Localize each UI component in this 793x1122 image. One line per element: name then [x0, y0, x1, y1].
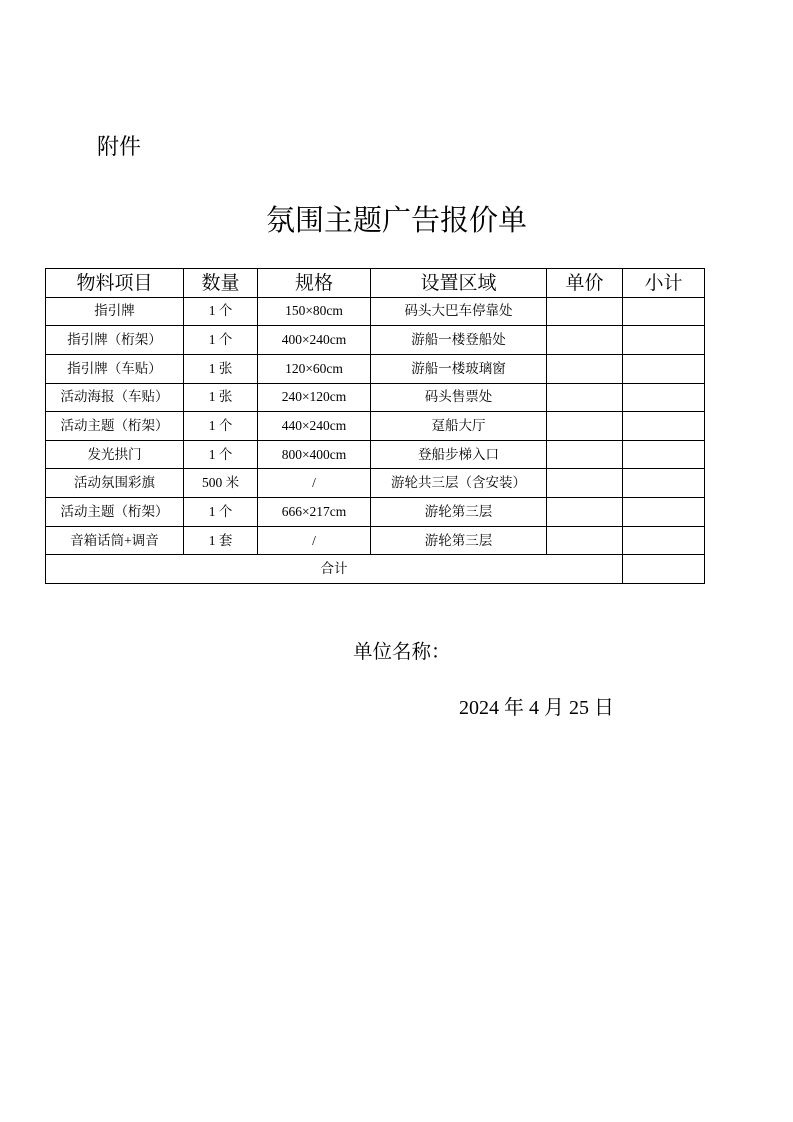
subtotal-cell: [623, 498, 705, 527]
header-spec: 规格: [258, 269, 371, 298]
item-cell: 指引牌: [46, 297, 184, 326]
qty-cell: 1 个: [184, 498, 258, 527]
subtotal-cell: [623, 469, 705, 498]
spec-cell: 800×400cm: [258, 440, 371, 469]
table-total-row: [46, 555, 705, 584]
spec-cell: /: [258, 469, 371, 498]
item-cell: 活动主题（桁架）: [46, 412, 184, 441]
qty-cell: 1 个: [184, 412, 258, 441]
header-subtotal: 小计: [623, 269, 705, 298]
unit-price-cell: [547, 412, 623, 441]
header-qty: 数量: [184, 269, 258, 298]
location-cell: 游轮第三层: [371, 498, 547, 527]
table-row: [46, 498, 705, 527]
unit-price-cell: [547, 383, 623, 412]
item-cell: 活动海报（车贴）: [46, 383, 184, 412]
subtotal-cell: [623, 526, 705, 555]
qty-cell: 1 个: [184, 297, 258, 326]
subtotal-cell: [623, 383, 705, 412]
unit-price-cell: [547, 526, 623, 555]
table-row: [46, 440, 705, 469]
spec-cell: 440×240cm: [258, 412, 371, 441]
table-row: [46, 326, 705, 355]
spec-cell: /: [258, 526, 371, 555]
table-header-row: [46, 269, 705, 298]
total-value-cell: [623, 555, 705, 584]
item-cell: 活动氛围彩旗: [46, 469, 184, 498]
unit-price-cell: [547, 354, 623, 383]
attachment-label: 附件: [97, 135, 142, 160]
document-date: 2024 年 4 月 25 日: [459, 697, 614, 719]
item-cell: 音箱话筒+调音: [46, 526, 184, 555]
table-row: [46, 526, 705, 555]
location-cell: 游船一楼登船处: [371, 326, 547, 355]
document-title: 氛围主题广告报价单: [265, 203, 527, 237]
subtotal-cell: [623, 412, 705, 441]
location-cell: 码头大巴车停靠处: [371, 297, 547, 326]
spec-cell: 666×217cm: [258, 498, 371, 527]
table-row: [46, 354, 705, 383]
qty-cell: 1 张: [184, 383, 258, 412]
location-cell: 趸船大厅: [371, 412, 547, 441]
item-cell: 指引牌（车贴）: [46, 354, 184, 383]
spec-cell: 120×60cm: [258, 354, 371, 383]
spec-cell: 150×80cm: [258, 297, 371, 326]
header-item: 物料项目: [46, 269, 184, 298]
unit-name-label: 单位名称：: [353, 640, 451, 663]
location-cell: 游轮第三层: [371, 526, 547, 555]
location-cell: 登船步梯入口: [371, 440, 547, 469]
qty-cell: 500 米: [184, 469, 258, 498]
spec-cell: 400×240cm: [258, 326, 371, 355]
unit-price-cell: [547, 498, 623, 527]
unit-price-cell: [547, 297, 623, 326]
table-row: [46, 297, 705, 326]
quotation-table: [45, 268, 705, 584]
location-cell: 游轮共三层（含安装）: [371, 469, 547, 498]
location-cell: 码头售票处: [371, 383, 547, 412]
qty-cell: 1 个: [184, 440, 258, 469]
table-row: [46, 469, 705, 498]
item-cell: 活动主题（桁架）: [46, 498, 184, 527]
header-unit-price: 单价: [547, 269, 623, 298]
unit-price-cell: [547, 326, 623, 355]
subtotal-cell: [623, 297, 705, 326]
location-cell: 游船一楼玻璃窗: [371, 354, 547, 383]
table-row: [46, 412, 705, 441]
unit-price-cell: [547, 440, 623, 469]
spec-cell: 240×120cm: [258, 383, 371, 412]
qty-cell: 1 个: [184, 326, 258, 355]
subtotal-cell: [623, 354, 705, 383]
item-cell: 发光拱门: [46, 440, 184, 469]
qty-cell: 1 张: [184, 354, 258, 383]
header-location: 设置区域: [371, 269, 547, 298]
subtotal-cell: [623, 326, 705, 355]
item-cell: 指引牌（桁架）: [46, 326, 184, 355]
total-label-cell: 合计: [46, 555, 623, 584]
unit-price-cell: [547, 469, 623, 498]
subtotal-cell: [623, 440, 705, 469]
table-row: [46, 383, 705, 412]
qty-cell: 1 套: [184, 526, 258, 555]
